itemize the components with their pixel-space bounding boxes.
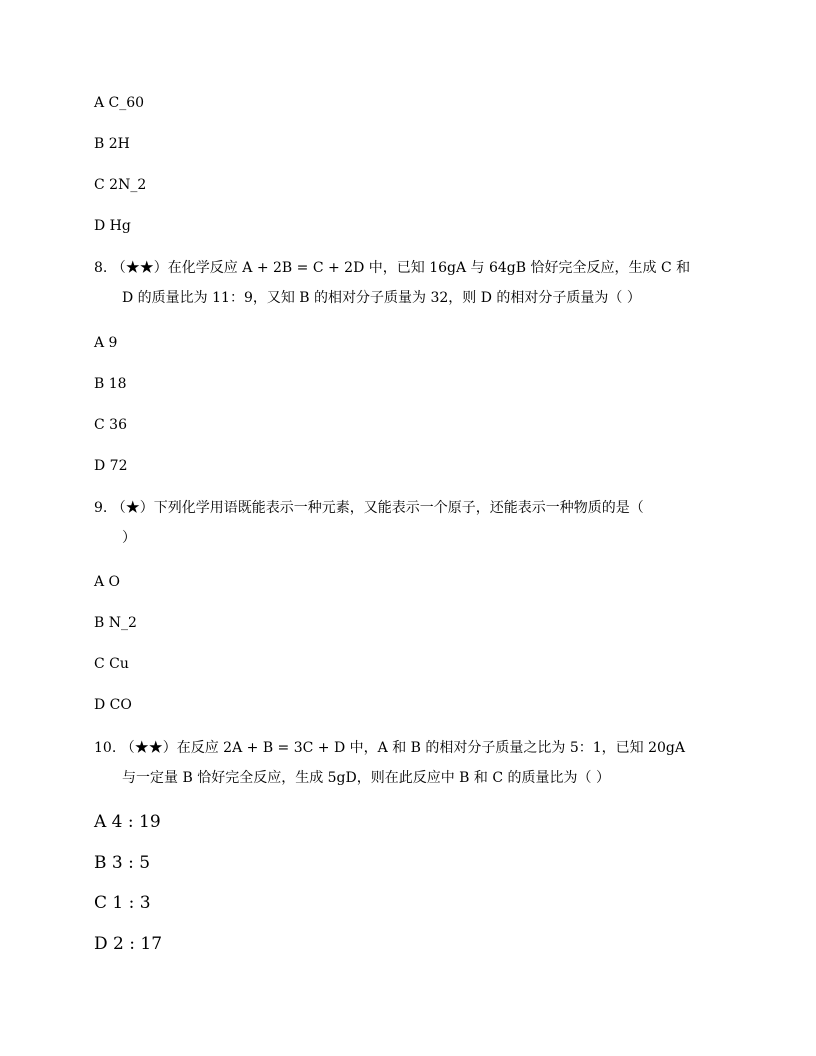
q8-option-b: B 18 xyxy=(94,376,127,392)
question-10-line-1: 10. （★★）在反应 2A + B = 3C + D 中，A 和 B 的相对分子质量之比为 5：1，已知 20gA xyxy=(94,740,686,756)
q7-option-c: C 2N_2 xyxy=(94,177,147,193)
question-8 xyxy=(94,253,734,313)
q8-option-d: D 72 xyxy=(94,458,128,474)
question-9-line-2: ） xyxy=(122,530,136,546)
q9-option-d: D CO xyxy=(94,697,132,713)
question-8-line-1: 8. （★★）在化学反应 A + 2B = C + 2D 中，已知 16gA 与 64gB 恰好完全反应，生成 C 和 xyxy=(94,260,691,276)
q10-option-a: A 4 : 19 xyxy=(94,812,161,832)
q9-option-b: B N_2 xyxy=(94,615,137,631)
q10-option-d: D 2 : 17 xyxy=(94,934,163,954)
question-8-line-2: D 的质量比为 11：9，又知 B 的相对分子质量为 32，则 D 的相对分子质量为（ ） xyxy=(122,290,641,306)
q7-option-b: B 2H xyxy=(94,136,130,152)
q8-option-c: C 36 xyxy=(94,417,127,433)
q9-option-a: A O xyxy=(94,574,121,590)
q10-option-c: C 1 : 3 xyxy=(94,893,151,913)
q7-option-d: D Hg xyxy=(94,218,131,234)
question-9 xyxy=(94,493,734,553)
question-9-line-1: 9. （★）下列化学用语既能表示一种元素，又能表示一个原子，还能表示一种物质的是（ xyxy=(94,500,644,516)
question-10-line-2: 与一定量 B 恰好完全反应，生成 5gD，则在此反应中 B 和 C 的质量比为（ ） xyxy=(122,770,610,786)
q8-option-a: A 9 xyxy=(94,335,118,351)
question-10 xyxy=(94,733,734,793)
q9-option-c: C Cu xyxy=(94,656,129,672)
q7-option-a: A C_60 xyxy=(94,95,145,111)
q10-option-b: B 3 : 5 xyxy=(94,853,151,873)
